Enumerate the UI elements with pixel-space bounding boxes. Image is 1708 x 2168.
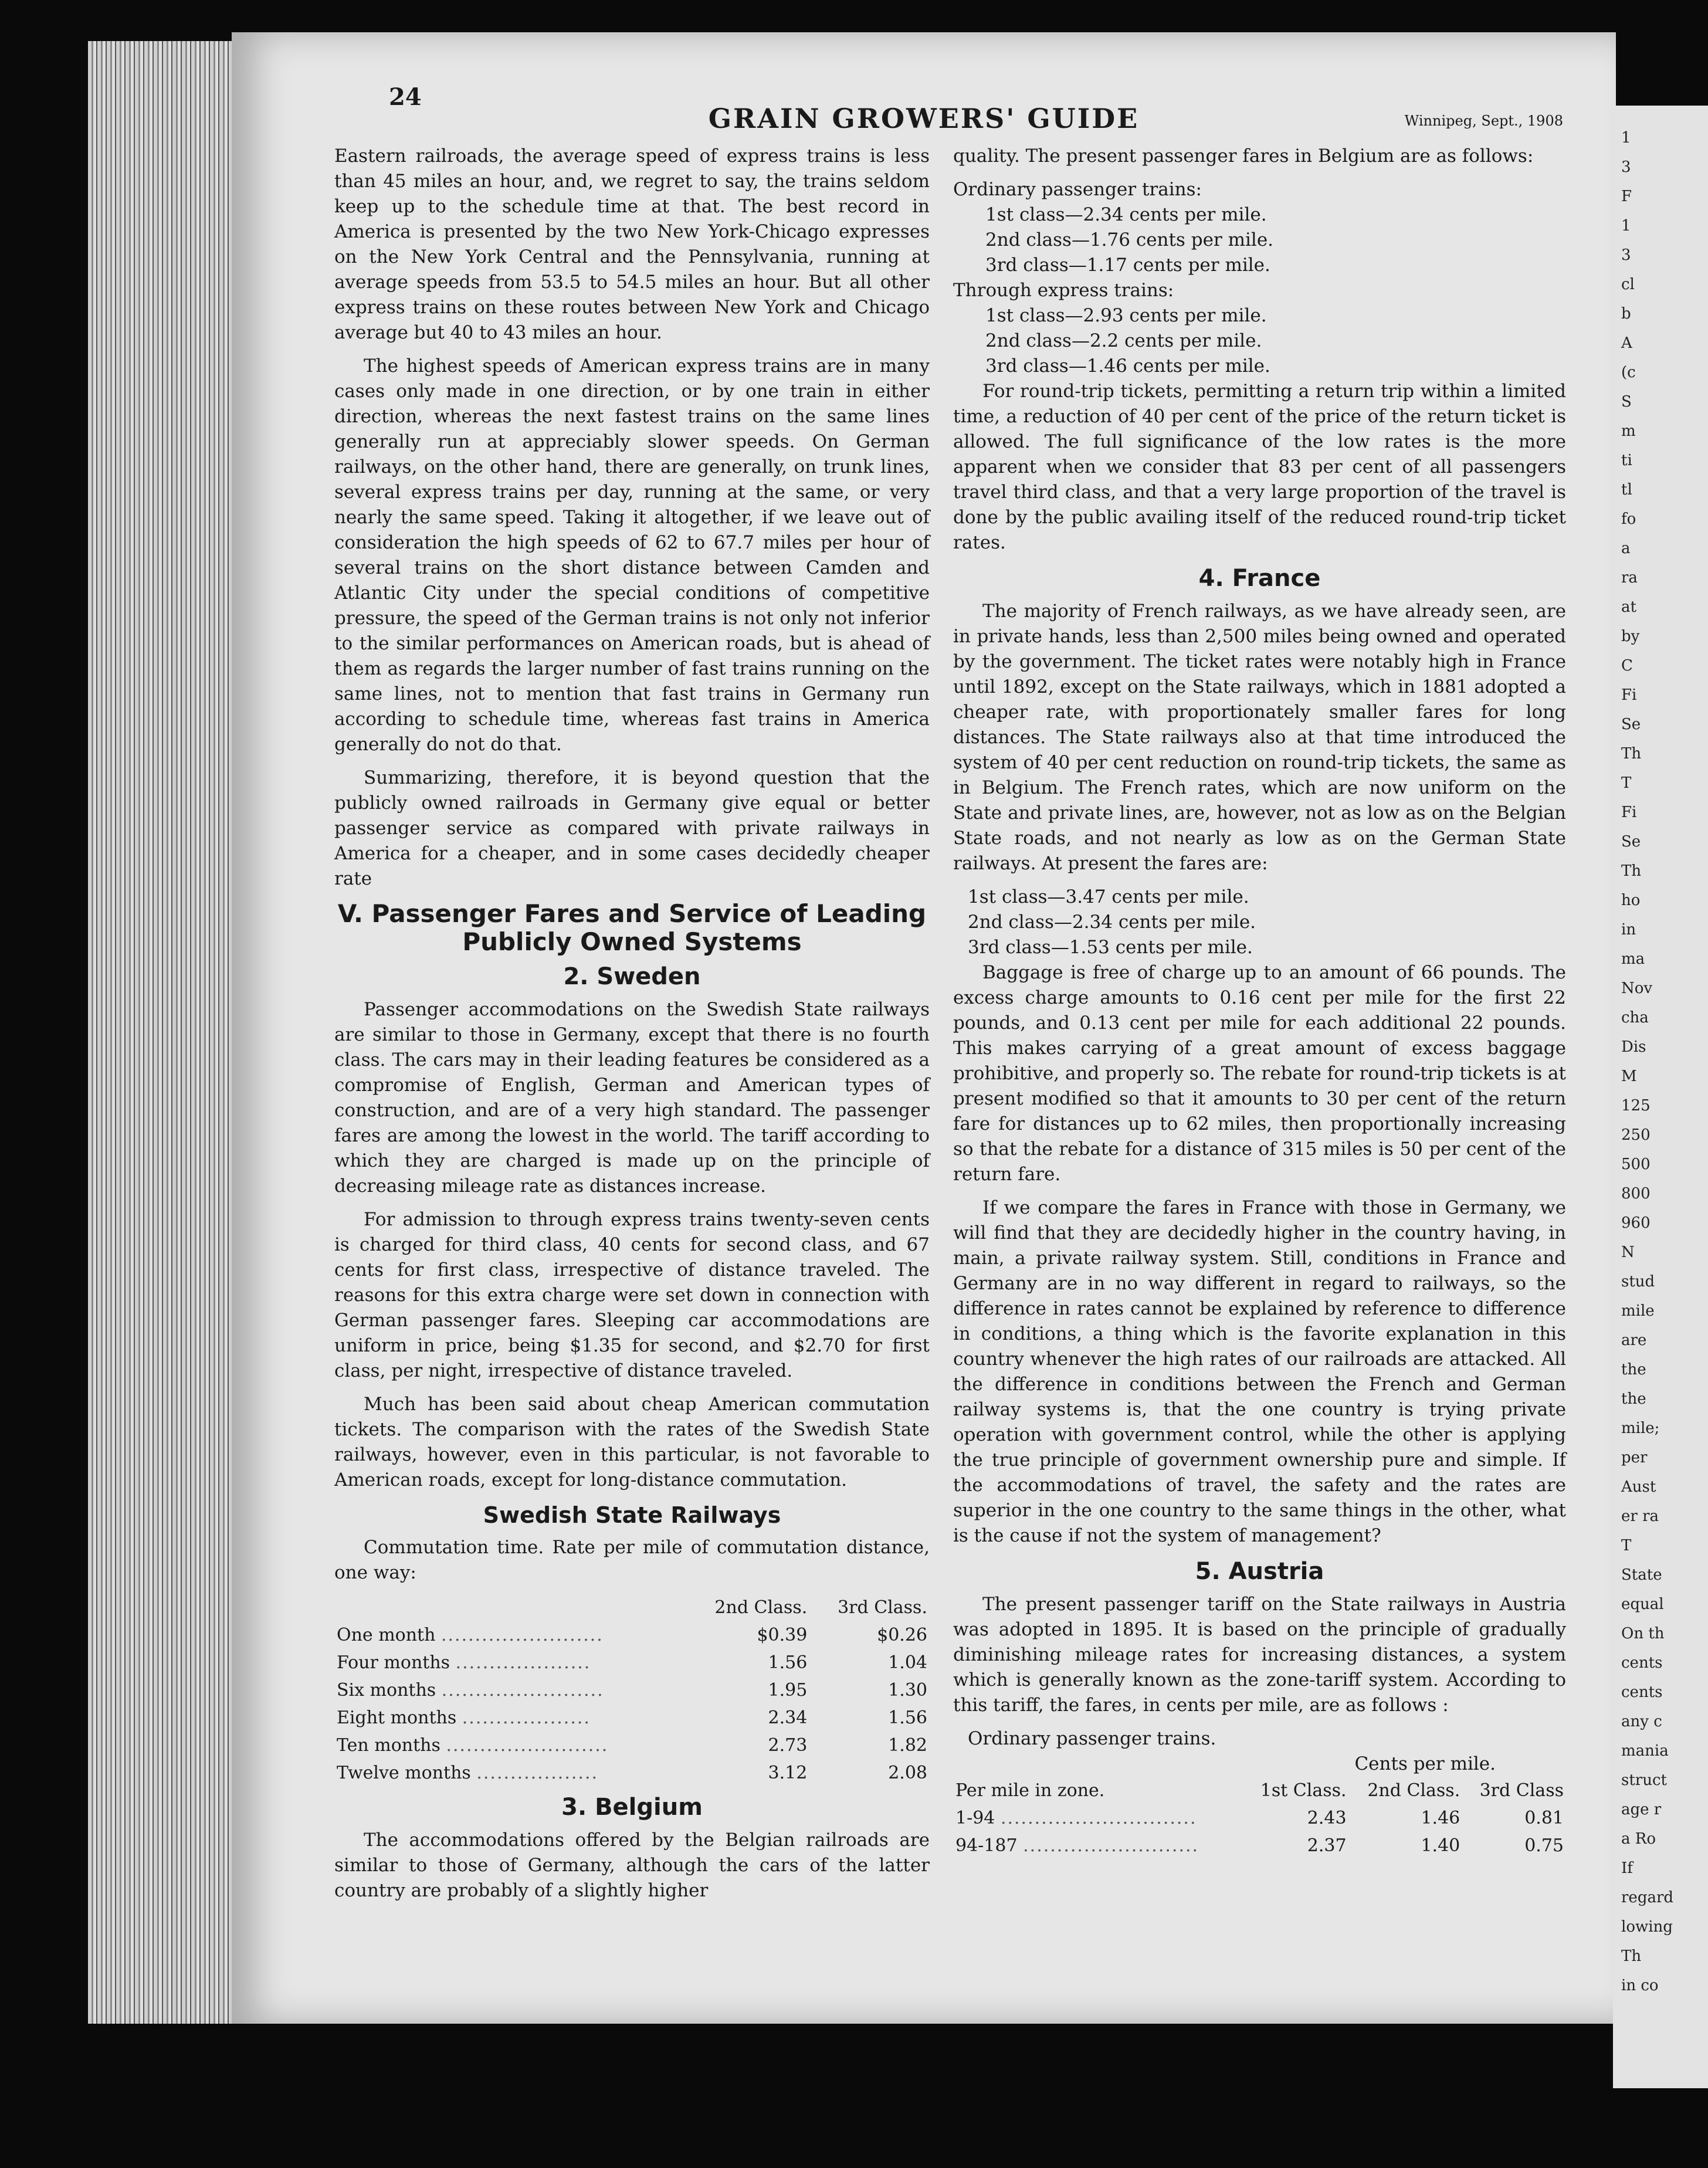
fare-label: Through express trains: (953, 280, 1174, 301)
table-cell: Eight months ................... (337, 1708, 591, 1728)
table-cell: 1.82 (888, 1735, 927, 1756)
adjacent-page-text: cents (1621, 1654, 1663, 1672)
left-column (334, 144, 930, 1912)
fare-line: 2nd class—2.2 cents per mile. (985, 330, 1262, 351)
adjacent-page-text: b (1621, 305, 1631, 323)
table-cell: Six months ........................ (337, 1680, 604, 1700)
magazine-page (232, 32, 1616, 2024)
table-heading: Swedish State Railways (483, 1502, 781, 1528)
adjacent-page-text: Th (1621, 862, 1642, 880)
publication-title: GRAIN GROWERS' GUIDE (708, 103, 1140, 134)
paragraph: quality. The present passenger fares in Belgium are as follows: (953, 145, 1534, 167)
commutation-table (334, 1594, 930, 1787)
adjacent-page-text: mania (1621, 1742, 1669, 1760)
adjacent-page-text: ho (1621, 892, 1641, 909)
paragraph: If we compare the fares in France with those in Germany, we will find that they are decidedly higher in the country having, in main, a private railway system. Still, conditions in France and Germany are in no way different in regard to railways, so the difference in rates cannot be explained by reference to difference in conditions, a thing which is the favorite explanation in this country whenever the high rates of our railroads are attacked. All the difference in conditions between the French and German railway systems is, that the one country is trying private operation with government control, while the other is applying the true principle of government ownership pure and simple. If the accommodations of travel, the safety and the rates are superior in the one country to the same things in the other, what is the cause if not the system of management? (953, 1197, 1566, 1546)
adjacent-page-text: 1 (1621, 129, 1631, 147)
table-row (334, 1704, 930, 1732)
adjacent-page-text: cha (1621, 1009, 1649, 1027)
fare-line: 1st class—3.47 cents per mile. (968, 886, 1249, 907)
subsection-heading-austria: 5. Austria (1195, 1558, 1324, 1585)
fare-line: 2nd class—1.76 cents per mile. (985, 229, 1274, 250)
adjacent-page-text: regard (1621, 1889, 1674, 1906)
table-cell: $0.39 (757, 1625, 808, 1645)
adjacent-page-text: per (1621, 1449, 1648, 1466)
adjacent-page-text: Aust (1621, 1478, 1656, 1496)
table-header: 2nd Class. (1367, 1780, 1460, 1801)
fare-line: 1st class—2.34 cents per mile. (985, 204, 1267, 225)
adjacent-page-text: age r (1621, 1801, 1662, 1818)
table-cell: Ten months ........................ (337, 1735, 609, 1756)
paragraph: Summarizing, therefore, it is beyond question that the publicly owned railroads in Germany give equal or better passenger service as compared with private railways in America for a cheaper, and in some cases decidedly cheaper rate (334, 767, 930, 889)
adjacent-page-text: er ra (1621, 1508, 1659, 1525)
section-heading: V. Passenger Fares and Service of Leading Publicly Owned Systems (337, 899, 927, 956)
table-row (334, 1732, 930, 1759)
table-cell: 0.75 (1524, 1835, 1564, 1856)
adjacent-page-text: S (1621, 393, 1632, 411)
adjacent-page-text: 800 (1621, 1185, 1651, 1202)
paragraph: The accommodations offered by the Belgian railroads are similar to those of Germany, although the cars of the latter country are probably of a slightly higher (334, 1830, 930, 1901)
adjacent-page-text: 960 (1621, 1214, 1651, 1232)
table-header-row (953, 1777, 1566, 1804)
table-cell: 1.40 (1421, 1835, 1460, 1856)
adjacent-page-text: 3 (1621, 158, 1631, 176)
adjacent-page-text: fo (1621, 510, 1636, 528)
adjacent-page-text: lowing (1621, 1918, 1673, 1936)
adjacent-page-text: a (1621, 540, 1631, 557)
paragraph: For round-trip tickets, permitting a return trip within a limited time, a reduction of 40 per cent of the price of the return ticket is allowed. The full significance of the low rates is the more apparent when we consider that 83 per cent of all passengers travel third class, and that a very large proportion of the travel is done by the public availing itself of the reduced round-trip ticket rates. (953, 381, 1566, 553)
adjacent-page-text: ra (1621, 569, 1638, 587)
adjacent-page-text: stud (1621, 1273, 1655, 1290)
adjacent-page-text: in (1621, 921, 1636, 939)
paragraph: The majority of French railways, as we have already seen, are in private hands, less than 2,500 miles being owned and operated by the government. The ticket rates were notably high in France until 1892, except on the State railways, which in 1881 adopted a cheaper rate, with proportionately smaller fares for long distances. The State railways also at that time introduced the system of 40 per cent reduction on round-trip tickets, the same as in Belgium. The French rates, which are now uniform on the State and private lines, are, however, not as low as on the Belgian State roads, and not nearly as low as on the German State railways. At present the fares are: (953, 601, 1566, 874)
adjacent-page-text: struct (1621, 1771, 1667, 1789)
table-cell: 1.30 (888, 1680, 927, 1700)
adjacent-page-text: equal (1621, 1595, 1664, 1613)
table-row (953, 1804, 1566, 1832)
adjacent-page-text: Dis (1621, 1038, 1646, 1056)
table-cell: 0.81 (1524, 1808, 1564, 1828)
table-super-header: Cents per mile. (1354, 1753, 1496, 1774)
table-cell: 1.95 (768, 1680, 808, 1700)
table-header: 3rd Class (1479, 1780, 1564, 1801)
table-cell: 2.73 (768, 1735, 808, 1756)
table-header: 3rd Class. (838, 1597, 927, 1618)
adjacent-page-text: any c (1621, 1713, 1662, 1730)
adjacent-page-text: Th (1621, 745, 1642, 763)
adjacent-page-text: 500 (1621, 1156, 1651, 1173)
adjacent-page-text: C (1621, 657, 1633, 675)
table-cell: 94-187 .......................... (955, 1835, 1199, 1856)
fare-line: 2nd class—2.34 cents per mile. (968, 912, 1256, 933)
table-cell: 2.43 (1307, 1808, 1347, 1828)
table-row (334, 1759, 930, 1787)
adjacent-page-text: cl (1621, 276, 1635, 293)
adjacent-page-text: 3 (1621, 246, 1631, 264)
table-caption: Commutation time. Rate per mile of commutation distance, one way: (334, 1537, 930, 1583)
paragraph: For admission to through express trains twenty-seven cents is charged for third class, 40 cents for second class, and 67 cents for first class, irrespective of distance traveled. The reasons for this extra charge were set down in connection with German passenger fares. Sleeping car accommodations are uniform in price, being $1.35 for second, and $2.70 for first class, per night, irrespective of distance traveled. (334, 1209, 930, 1381)
fare-line: 3rd class—1.17 cents per mile. (985, 255, 1270, 276)
table-cell: 1.04 (888, 1652, 927, 1673)
subsection-heading-france: 4. France (1198, 565, 1321, 592)
adjacent-page-text: 125 (1621, 1097, 1651, 1115)
adjacent-page-text: at (1621, 598, 1636, 616)
adjacent-page-text: On th (1621, 1625, 1665, 1642)
table-cell: One month ........................ (337, 1625, 604, 1645)
adjacent-page-text: F (1621, 188, 1632, 205)
paragraph: Much has been said about cheap American commutation tickets. The comparison with the rates of the Swedish State railways, however, even in this particular, is not favorable to American roads, except for long-distance commutation. (334, 1394, 930, 1490)
adjacent-page-text: the (1621, 1390, 1646, 1408)
adjacent-page-text: Th (1621, 1947, 1642, 1965)
adjacent-page-text: m (1621, 422, 1636, 440)
adjacent-page-text: are (1621, 1332, 1647, 1349)
austria-zone-table (953, 1777, 1566, 1859)
table-row (334, 1621, 930, 1649)
table-cell: 2.34 (768, 1708, 808, 1728)
table-cell: $0.26 (877, 1625, 927, 1645)
fare-line: 3rd class—1.46 cents per mile. (985, 355, 1270, 377)
table-cell: 1.56 (768, 1652, 808, 1673)
paragraph: Eastern railroads, the average speed of express trains is less than 45 miles an hour, and, we regret to say, the trains seldom keep up to the schedule time at that. The best record in America is presented by the two New York-Chicago expresses on the New York Central and the Pennsylvania, running at average speeds from 53.5 to 54.5 miles an hour. But all other express trains on these routes between New York and Chicago average but 40 to 43 miles an hour. (334, 145, 930, 343)
adjacent-page-text: mile; (1621, 1420, 1660, 1437)
adjacent-page-text: Fi (1621, 686, 1637, 704)
adjacent-page-text: tl (1621, 481, 1632, 499)
table-row (334, 1649, 930, 1676)
adjacent-page-fragment (1613, 106, 1708, 2088)
adjacent-page-text: the (1621, 1361, 1646, 1378)
dateline: Winnipeg, Sept., 1908 (1404, 113, 1563, 129)
page-number: 24 (389, 83, 422, 111)
fare-line: 1st class—2.93 cents per mile. (985, 305, 1267, 326)
subsection-heading-belgium: 3. Belgium (561, 1794, 703, 1821)
paragraph: The present passenger tariff on the State railways in Austria was adopted in 1895. It is based on the principle of gradually diminishing mileage rates for increasing distances, a system which is generally known as the zone-tariff system. According to this tariff, the fares, in cents per mile, are as follows : (953, 1594, 1566, 1716)
table-cell: 3.12 (768, 1763, 808, 1783)
adjacent-page-text: by (1621, 628, 1640, 645)
adjacent-page-text: T (1621, 1537, 1632, 1554)
table-header: 2nd Class. (714, 1597, 808, 1618)
table-header: 1st Class. (1260, 1780, 1347, 1801)
adjacent-page-text: 1 (1621, 217, 1631, 235)
adjacent-page-text: 250 (1621, 1126, 1651, 1144)
adjacent-page-text: N (1621, 1244, 1635, 1261)
fare-label: Ordinary passenger trains: (953, 179, 1202, 200)
fare-label: Ordinary passenger trains. (968, 1728, 1216, 1749)
adjacent-page-text: Se (1621, 716, 1641, 733)
adjacent-page-text: State (1621, 1566, 1662, 1584)
adjacent-page-text: a Ro (1621, 1830, 1656, 1848)
table-header-row (334, 1594, 930, 1621)
adjacent-page-text: If (1621, 1859, 1633, 1877)
adjacent-page-text: ma (1621, 950, 1645, 968)
table-cell: 1-94 ............................. (955, 1808, 1197, 1828)
paragraph: Baggage is free of charge up to an amount of 66 pounds. The excess charge amounts to 0.16 cent per mile for the first 22 pounds, and 0.13 cent per mile for each additional 22 pounds. This makes carrying of a great amount of excess baggage prohibitive, and properly so. The rebate for round-trip tickets is at present modified so that it amounts to 30 per cent of the return fare for distances up to 62 miles, then proportionally increasing so that the rebate for a distance of 315 miles is 50 per cent of the return fare. (953, 962, 1566, 1185)
adjacent-page-text: Fi (1621, 804, 1637, 821)
paragraph: The highest speeds of American express trains are in many cases only made in one direction, or by one train in either direction, whereas the next fastest trains on the same lines generally run at appreciably slower speeds. On German railways, on the other hand, there are generally, on trunk lines, several express trains per day, running at the same, or very nearly the same speed. Taking it altogether, if we leave out of consideration the high speeds of 62 to 67.7 miles per hour of several trains on the short distance between Camden and Atlantic City under the special conditions of competitive pressure, the speed of the German trains is not only not inferior to the similar performances on American roads, but is ahead of them as regards the larger number of fast trains running on the same lines, not to mention that fast trains in Germany run according to schedule time, whereas fast trains in America generally do not do that. (334, 355, 930, 755)
paragraph: Passenger accommodations on the Swedish State railways are similar to those in Germany, except that there is no fourth class. The cars may in their leading features be considered as a compromise of English, German and American types of construction, and are of a very high standard. The passenger fares are among the lowest in the world. The tariff according to which they are charged is made up on the principle of decreasing mileage rate as distances increase. (334, 999, 930, 1197)
adjacent-page-text: T (1621, 774, 1632, 792)
adjacent-page-text: cents (1621, 1683, 1663, 1701)
table-header (334, 1594, 686, 1621)
table-cell: Twelve months .................. (337, 1763, 599, 1783)
right-column (953, 144, 1566, 1859)
adjacent-page-text: M (1621, 1068, 1637, 1085)
adjacent-page-text: Se (1621, 833, 1641, 851)
adjacent-page-text: A (1621, 334, 1632, 352)
table-row (334, 1676, 930, 1704)
table-header: Per mile in zone. (955, 1780, 1105, 1801)
fare-line: 3rd class—1.53 cents per mile. (968, 937, 1253, 958)
table-row (953, 1832, 1566, 1859)
page-header (232, 76, 1616, 135)
adjacent-page-text: (c (1621, 364, 1636, 381)
table-cell: 1.56 (888, 1708, 927, 1728)
adjacent-page-text: mile (1621, 1302, 1655, 1320)
subsection-heading-sweden: 2. Sweden (563, 963, 701, 990)
adjacent-page-text: in co (1621, 1977, 1659, 1994)
table-cell: 1.46 (1421, 1808, 1460, 1828)
adjacent-page-text: ti (1621, 452, 1632, 469)
table-cell: 2.08 (888, 1763, 927, 1783)
table-cell: Four months .................... (337, 1652, 591, 1673)
table-cell: 2.37 (1307, 1835, 1347, 1856)
adjacent-page-text: Nov (1621, 980, 1653, 997)
